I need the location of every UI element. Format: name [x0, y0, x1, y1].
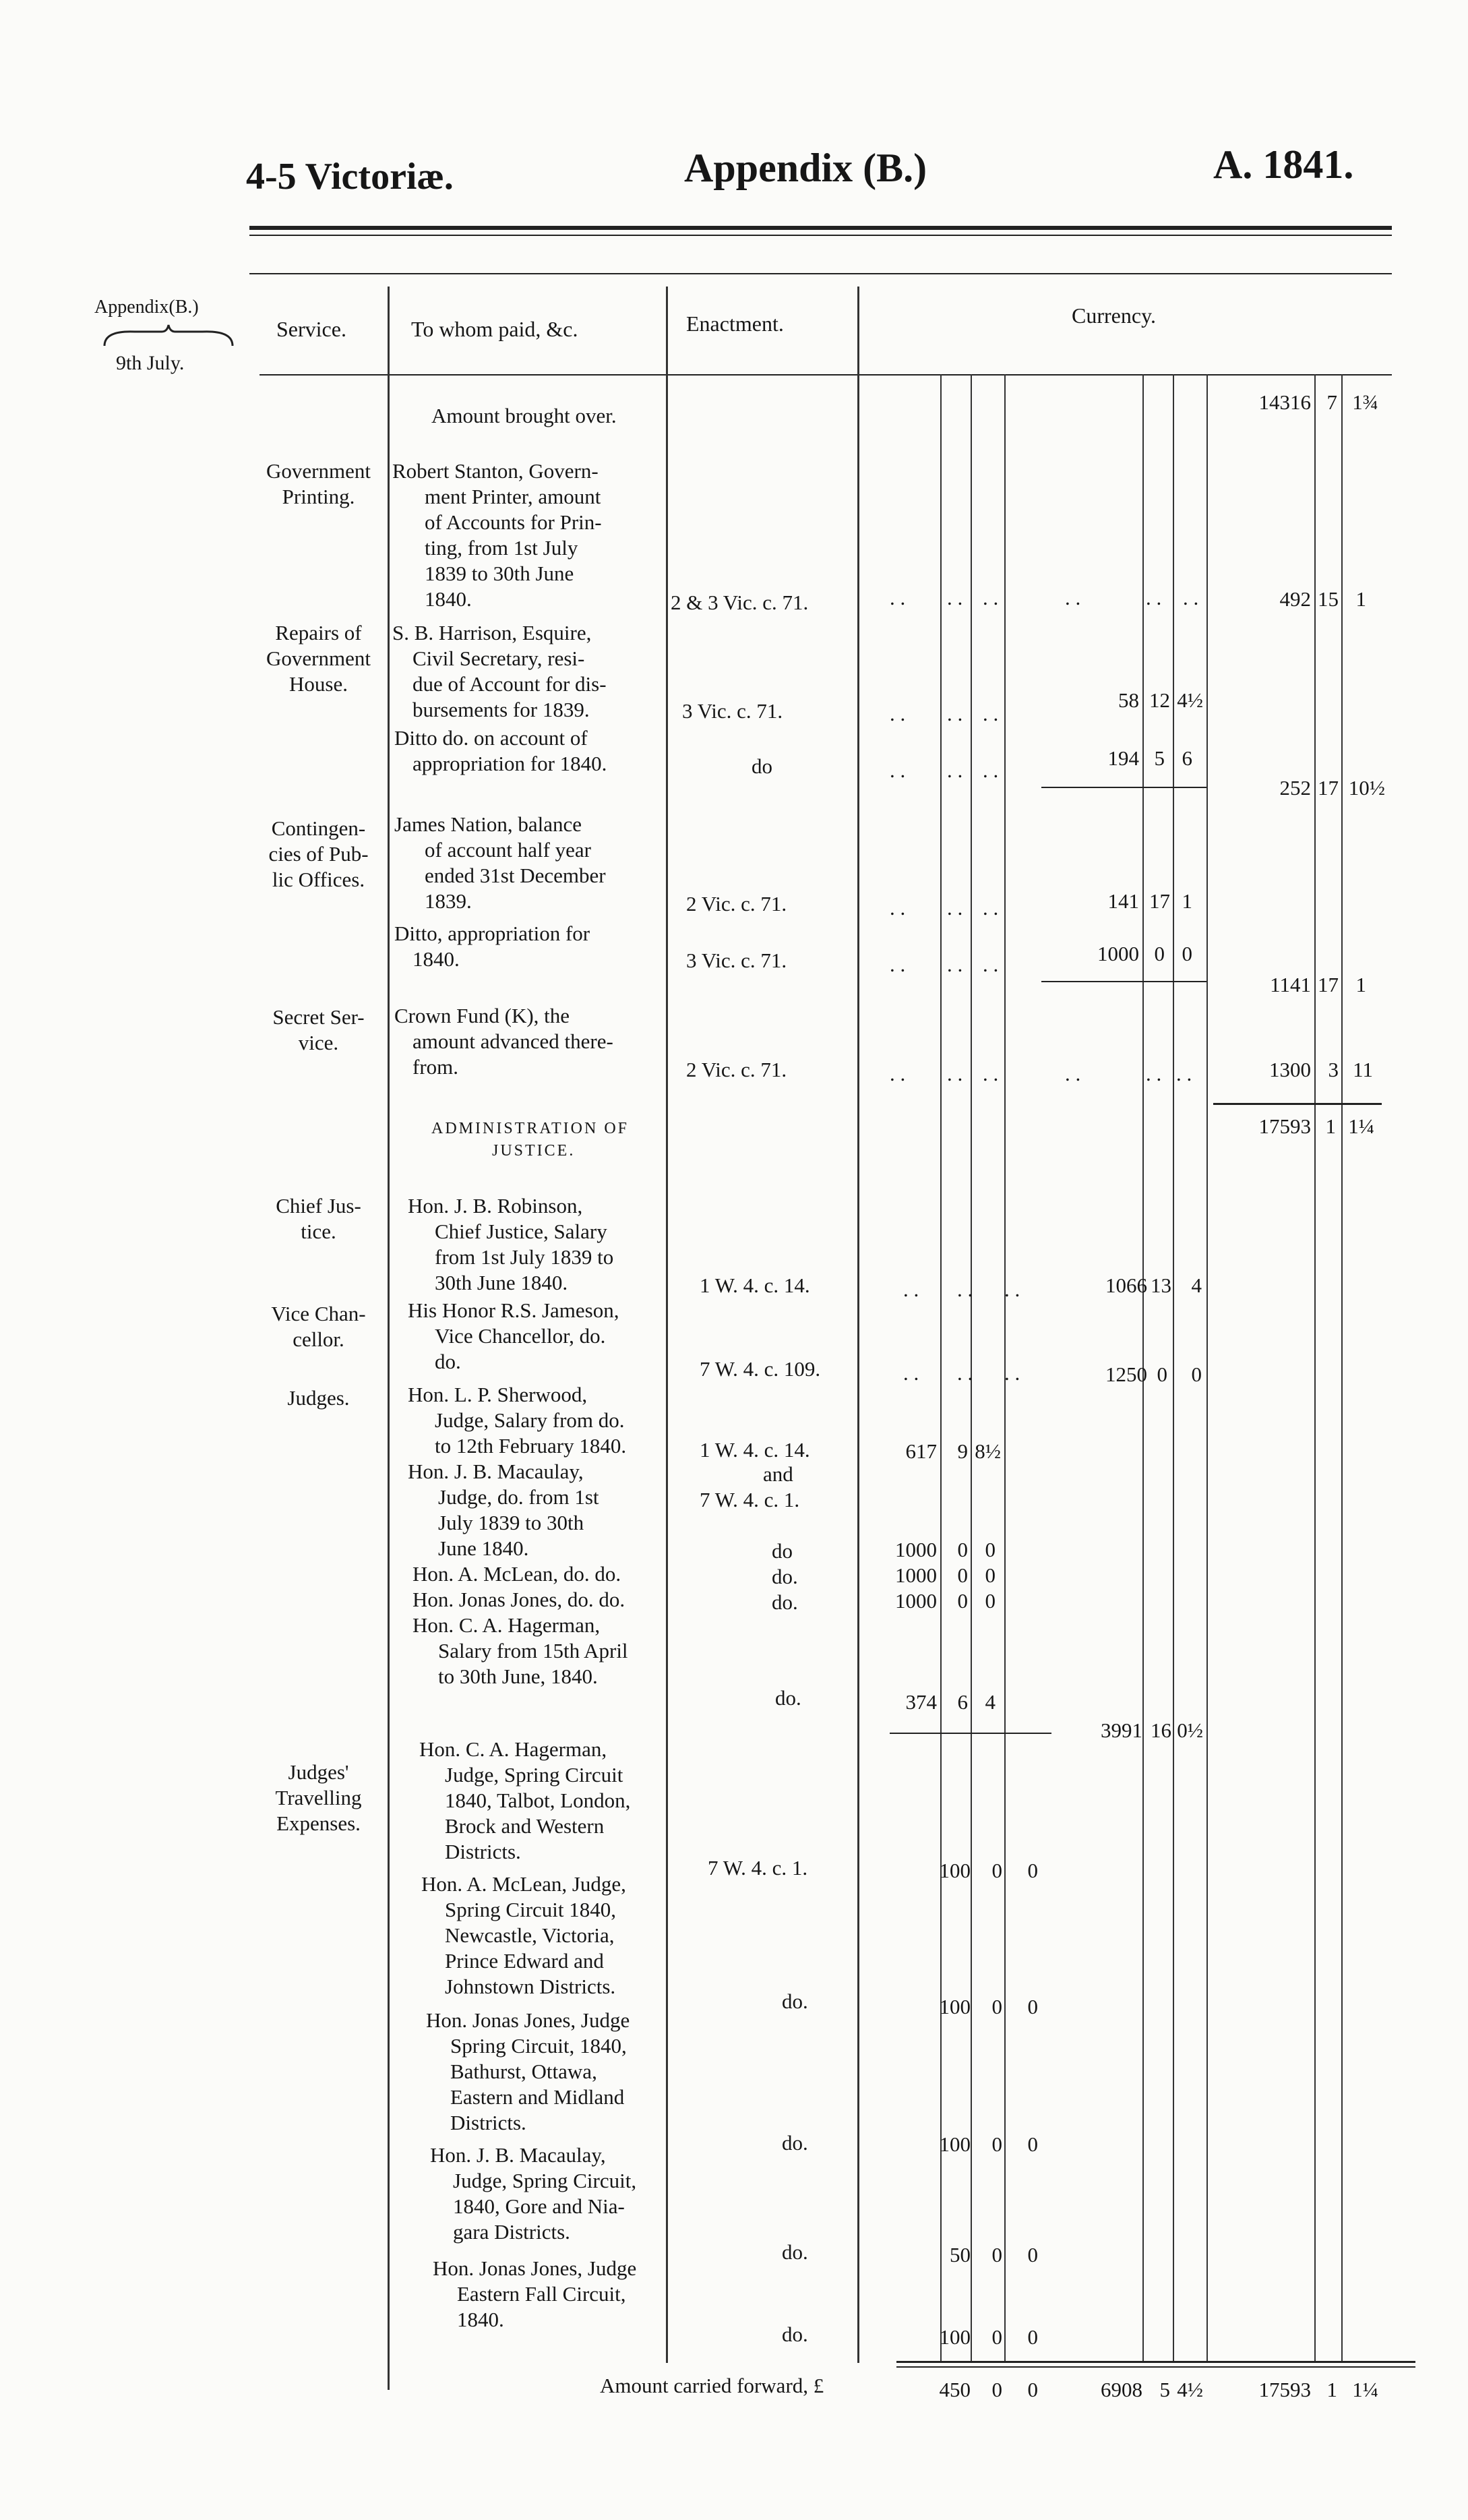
secret-pounds: 1300	[1269, 1058, 1311, 1081]
trav-5-pounds: 100	[939, 2325, 971, 2349]
paid-mclean: Hon. A. McLean, do. do.	[412, 1562, 621, 1586]
service-contingencies-3: lic Offices.	[272, 868, 365, 891]
paid-secret-1: Crown Fund (K), the	[394, 1004, 570, 1027]
mclean-shillings: 0	[957, 1563, 968, 1587]
judges-total-pence: 0½	[1177, 1718, 1203, 1742]
enact-trav-4: do.	[782, 2240, 808, 2264]
gov-printing-pence: 1	[1355, 587, 1366, 611]
chief-justice-shillings: 13	[1151, 1273, 1171, 1297]
col-header-paid: To whom paid, &c.	[411, 317, 578, 341]
carried-forward-rule-top-2	[896, 2366, 1415, 2368]
paid-vice-chancellor-2: Vice Chancellor, do.	[435, 1324, 606, 1348]
secret-shillings: 3	[1328, 1058, 1339, 1081]
subtotal-pence: 1¼	[1348, 1114, 1374, 1138]
judges-total-shillings: 16	[1151, 1718, 1171, 1742]
paid-contingencies-b-2: 1840.	[412, 947, 460, 971]
paid-chief-justice-1: Hon. J. B. Robinson,	[408, 1194, 583, 1218]
macaulay-pence: 0	[985, 1538, 996, 1561]
dots-chief-justice-3: . .	[1004, 1278, 1020, 1301]
gov-house-sum-rule	[1041, 787, 1206, 788]
contingencies-b-pounds: 1000	[1097, 942, 1139, 965]
carried-forward-rule-top	[896, 2361, 1415, 2363]
paid-trav-1-2: Judge, Spring Circuit	[445, 1763, 623, 1787]
paid-trav-4-1: Hon. J. B. Macaulay,	[430, 2143, 606, 2167]
paid-gov-house-a-4: bursements for 1839.	[412, 698, 590, 721]
paid-contingencies-a-4: 1839.	[425, 889, 472, 913]
paid-trav-3-4: Eastern and Midland	[450, 2085, 625, 2109]
cf-col3-pence: 1¼	[1352, 2378, 1378, 2401]
dots-gov-printing-6: . .	[1183, 586, 1199, 609]
paid-chief-justice-4: 30th June 1840.	[435, 1271, 568, 1294]
enact-gov-printing: 2 & 3 Vic. c. 71.	[671, 591, 809, 614]
dots-gov-house-b-1: . .	[890, 758, 906, 782]
paid-contingencies-b-1: Ditto, appropriation for	[394, 922, 590, 945]
header-rule-thick	[249, 226, 1392, 230]
paid-trav-5-3: 1840.	[457, 2308, 504, 2331]
service-chief-justice-1: Chief Jus-	[276, 1194, 361, 1218]
col-header-service: Service.	[276, 317, 346, 341]
gov-house-total-pence: 10½	[1348, 776, 1385, 800]
enact-macaulay: do	[772, 1539, 793, 1563]
rule-c3-shillings	[1341, 374, 1343, 2363]
paid-trav-5-2: Eastern Fall Circuit,	[457, 2282, 626, 2306]
dots-gov-printing-4: . .	[1065, 586, 1081, 609]
gov-printing-shillings: 15	[1318, 587, 1339, 611]
paid-jones: Hon. Jonas Jones, do. do.	[412, 1588, 625, 1611]
service-vice-chancellor-1: Vice Chan-	[271, 1302, 366, 1325]
dots-secret-6: . .	[1176, 1062, 1192, 1085]
service-travelling-1: Judges'	[288, 1760, 349, 1784]
secret-pence: 11	[1353, 1058, 1373, 1081]
enact-jones: do.	[772, 1590, 798, 1614]
service-secret-1: Secret Ser-	[272, 1005, 365, 1029]
enact-hagerman: do.	[775, 1686, 801, 1710]
cf-col1-pounds: 450	[939, 2378, 971, 2401]
dots-chief-justice-1: . .	[903, 1278, 919, 1301]
service-gov-printing-2: Printing.	[282, 485, 355, 508]
enact-secret: 2 Vic. c. 71.	[686, 1058, 787, 1081]
paid-vice-chancellor-1: His Honor R.S. Jameson,	[408, 1298, 619, 1322]
judges-total-pounds: 3991	[1101, 1718, 1142, 1742]
rule-service-paid	[388, 287, 390, 2390]
vice-chancellor-pounds: 1250	[1105, 1362, 1147, 1386]
enact-sherwood-3: 7 W. 4. c. 1.	[700, 1488, 800, 1511]
service-gov-printing-1: Government	[266, 459, 371, 483]
paid-trav-3-2: Spring Circuit, 1840,	[450, 2034, 627, 2058]
brought-over-label: Amount brought over.	[431, 404, 617, 427]
header-appendix: Appendix (B.)	[684, 146, 927, 190]
margin-brace	[101, 322, 236, 349]
enact-trav-1: 7 W. 4. c. 1.	[708, 1856, 808, 1880]
judges-sum-rule	[890, 1733, 1051, 1734]
dots-contingencies-b-2: . .	[947, 953, 963, 976]
trav-3-shillings: 0	[991, 2132, 1002, 2156]
paid-trav-4-2: Judge, Spring Circuit,	[453, 2169, 637, 2192]
enact-trav-5: do.	[782, 2322, 808, 2346]
paid-secret-3: from.	[412, 1055, 459, 1079]
paid-secret-2: amount advanced there-	[412, 1029, 613, 1053]
paid-trav-5-1: Hon. Jonas Jones, Judge	[433, 2256, 637, 2280]
header-rule-thin	[249, 235, 1392, 236]
gov-house-total-shillings: 17	[1318, 776, 1339, 800]
trav-1-shillings: 0	[991, 1859, 1002, 1882]
enact-trav-3: do.	[782, 2131, 808, 2155]
jones-pounds: 1000	[895, 1589, 937, 1613]
dots-gov-printing-1: . .	[890, 586, 906, 609]
paid-hagerman-3: to 30th June, 1840.	[438, 1664, 598, 1688]
subtotal-rule	[1213, 1103, 1382, 1105]
trav-4-pounds: 50	[950, 2243, 971, 2267]
paid-trav-3-3: Bathurst, Ottawa,	[450, 2060, 597, 2083]
paid-hagerman-1: Hon. C. A. Hagerman,	[412, 1613, 601, 1637]
enact-vice-chancellor: 7 W. 4. c. 109.	[700, 1357, 821, 1381]
dots-contingencies-a-1: . .	[890, 896, 906, 920]
paid-gov-printing-6: 1840.	[425, 587, 472, 611]
paid-trav-1-4: Brock and Western	[445, 1814, 605, 1838]
contingencies-total-shillings: 17	[1318, 973, 1339, 996]
subtotal-shillings: 1	[1325, 1114, 1336, 1138]
sherwood-pounds: 617	[905, 1439, 937, 1463]
paid-sherwood-1: Hon. L. P. Sherwood,	[408, 1383, 588, 1406]
paid-trav-4-4: gara Districts.	[453, 2220, 570, 2244]
paid-gov-house-b-2: appropriation for 1840.	[412, 752, 607, 775]
paid-macaulay-1: Hon. J. B. Macaulay,	[408, 1460, 584, 1483]
service-secret-2: vice.	[298, 1031, 339, 1054]
hagerman-shillings: 6	[957, 1690, 968, 1714]
subtotal-pounds: 17593	[1258, 1114, 1311, 1138]
header-volume: 4-5 Victoriæ.	[246, 156, 454, 198]
dots-contingencies-b-3: . .	[983, 953, 999, 976]
trav-2-shillings: 0	[991, 1995, 1002, 2018]
gov-house-a-pounds: 58	[1118, 688, 1139, 712]
enact-gov-house-b: do	[752, 754, 772, 778]
col-header-currency: Currency.	[1072, 303, 1156, 328]
sherwood-shillings: 9	[957, 1439, 968, 1463]
contingencies-total-pence: 1	[1355, 973, 1366, 996]
dots-gov-house-a-3: . .	[983, 702, 999, 725]
contingencies-b-pence: 0	[1182, 942, 1192, 965]
contingencies-a-pence: 1	[1182, 889, 1192, 913]
gov-house-a-pence: 4½	[1177, 688, 1203, 712]
cf-col2-pounds: 6908	[1101, 2378, 1142, 2401]
service-gov-house-2: Government	[266, 647, 371, 670]
chief-justice-pence: 4	[1191, 1273, 1202, 1297]
service-vice-chancellor-2: cellor.	[293, 1327, 344, 1351]
jones-pence: 0	[985, 1589, 996, 1613]
enact-chief-justice: 1 W. 4. c. 14.	[700, 1273, 810, 1297]
paid-sherwood-2: Judge, Salary from do.	[435, 1408, 625, 1432]
carried-forward-label: Amount carried forward, £	[600, 2374, 824, 2397]
chief-justice-pounds: 1066	[1105, 1273, 1147, 1297]
paid-chief-justice-3: from 1st July 1839 to	[435, 1245, 614, 1269]
rule-c3-pounds	[1314, 374, 1316, 2363]
service-judges: Judges.	[287, 1386, 350, 1410]
contingencies-a-shillings: 17	[1149, 889, 1170, 913]
dots-chief-justice-2: . .	[957, 1278, 973, 1301]
enact-gov-house-a: 3 Vic. c. 71.	[682, 699, 783, 723]
paid-trav-2-1: Hon. A. McLean, Judge,	[421, 1872, 626, 1896]
trav-4-pence: 0	[1027, 2243, 1038, 2267]
paid-macaulay-3: July 1839 to 30th	[438, 1511, 584, 1534]
macaulay-pounds: 1000	[895, 1538, 937, 1561]
service-contingencies-2: cies of Pub-	[268, 842, 369, 866]
paid-trav-1-5: Districts.	[445, 1840, 521, 1863]
paid-contingencies-a-3: ended 31st December	[425, 864, 606, 887]
paid-contingencies-a-1: James Nation, balance	[394, 812, 582, 836]
paid-gov-printing-4: ting, from 1st July	[425, 536, 578, 560]
dots-gov-printing-3: . .	[983, 586, 999, 609]
contingencies-total-pounds: 1141	[1270, 973, 1311, 996]
service-gov-house-1: Repairs of	[275, 621, 362, 644]
col-header-rule	[259, 374, 1392, 376]
dots-secret-4: . .	[1065, 1062, 1081, 1085]
paid-trav-1-1: Hon. C. A. Hagerman,	[419, 1737, 607, 1761]
rule-c2-end	[1206, 374, 1208, 2363]
paid-trav-2-2: Spring Circuit 1840,	[445, 1898, 617, 1921]
hagerman-pounds: 374	[905, 1690, 937, 1714]
paid-gov-printing-1: Robert Stanton, Govern-	[392, 459, 599, 483]
paid-trav-3-1: Hon. Jonas Jones, Judge	[426, 2008, 630, 2032]
cf-col3-pounds: 17593	[1258, 2378, 1311, 2401]
paid-trav-1-3: 1840, Talbot, London,	[445, 1789, 631, 1812]
service-chief-justice-2: tice.	[301, 1220, 336, 1243]
service-travelling-3: Expenses.	[276, 1811, 361, 1835]
vice-chancellor-shillings: 0	[1157, 1362, 1167, 1386]
gov-house-a-shillings: 12	[1149, 688, 1170, 712]
dots-gov-printing-2: . .	[947, 586, 963, 609]
trav-2-pence: 0	[1027, 1995, 1038, 2018]
macaulay-shillings: 0	[957, 1538, 968, 1561]
dots-gov-house-b-3: . .	[983, 758, 999, 782]
cf-col2-pence: 4½	[1177, 2378, 1203, 2401]
dots-vice-chancellor-3: . .	[1004, 1361, 1020, 1385]
dots-gov-printing-5: . .	[1146, 586, 1162, 609]
rule-enactment-currency	[857, 287, 859, 2363]
paid-gov-house-b-1: Ditto do. on account of	[394, 726, 588, 750]
dots-gov-house-b-2: . .	[947, 758, 963, 782]
rule-c2-shillings	[1173, 374, 1174, 2363]
service-contingencies-1: Contingen-	[271, 816, 366, 840]
rule-c1-pounds	[940, 374, 942, 2363]
trav-3-pence: 0	[1027, 2132, 1038, 2156]
paid-gov-printing-2: ment Printer, amount	[425, 485, 601, 508]
enact-trav-2: do.	[782, 1989, 808, 2013]
dots-secret-5: . .	[1146, 1062, 1162, 1085]
contingencies-a-pounds: 141	[1107, 889, 1139, 913]
trav-1-pence: 0	[1027, 1859, 1038, 1882]
margin-date: 9th July.	[116, 352, 185, 374]
enact-sherwood-2: and	[763, 1462, 793, 1486]
dots-vice-chancellor-2: . .	[957, 1361, 973, 1385]
trav-4-shillings: 0	[991, 2243, 1002, 2267]
sherwood-pence: 8½	[975, 1439, 1001, 1463]
gov-house-b-pence: 6	[1182, 746, 1192, 770]
cf-col1-shillings: 0	[991, 2378, 1002, 2401]
trav-2-pounds: 100	[939, 1995, 971, 2018]
paid-hagerman-2: Salary from 15th April	[438, 1639, 628, 1662]
paid-trav-2-4: Prince Edward and	[445, 1949, 604, 1973]
contingencies-b-shillings: 0	[1154, 942, 1165, 965]
paid-vice-chancellor-3: do.	[435, 1350, 461, 1373]
trav-5-pence: 0	[1027, 2325, 1038, 2349]
dots-secret-3: . .	[983, 1062, 999, 1085]
rule-paid-enactment	[666, 287, 668, 2363]
enact-sherwood-1: 1 W. 4. c. 14.	[700, 1438, 810, 1462]
dots-vice-chancellor-1: . .	[903, 1361, 919, 1385]
paid-gov-printing-3: of Accounts for Prin-	[425, 510, 602, 534]
paid-trav-2-5: Johnstown Districts.	[445, 1975, 616, 1998]
enact-mclean: do.	[772, 1565, 798, 1588]
mclean-pounds: 1000	[895, 1563, 937, 1587]
service-gov-house-3: House.	[289, 672, 348, 696]
paid-gov-printing-5: 1839 to 30th June	[425, 562, 574, 585]
hagerman-pence: 4	[985, 1690, 996, 1714]
paid-gov-house-a-3: due of Account for dis-	[412, 672, 607, 696]
cf-col3-shillings: 1	[1326, 2378, 1337, 2401]
paid-macaulay-4: June 1840.	[438, 1536, 529, 1560]
paid-contingencies-a-2: of account half year	[425, 838, 592, 862]
brought-over-pence: 1¾	[1352, 390, 1378, 414]
dots-gov-house-a-2: . .	[947, 702, 963, 725]
dots-contingencies-a-2: . .	[947, 896, 963, 920]
header-rule-second	[249, 273, 1392, 274]
paid-trav-4-3: 1840, Gore and Nia-	[453, 2194, 625, 2218]
brought-over-shillings: 7	[1326, 390, 1337, 414]
paid-trav-2-3: Newcastle, Victoria,	[445, 1923, 615, 1947]
trav-1-pounds: 100	[939, 1859, 971, 1882]
dots-secret-2: . .	[947, 1062, 963, 1085]
header-year: A. 1841.	[1213, 142, 1354, 187]
cf-col1-pence: 0	[1027, 2378, 1038, 2401]
paid-gov-house-a-1: S. B. Harrison, Esquire,	[392, 621, 592, 644]
gov-printing-pounds: 492	[1279, 587, 1311, 611]
enact-contingencies-b: 3 Vic. c. 71.	[686, 949, 787, 972]
col-header-enactment: Enactment.	[686, 311, 784, 336]
trav-3-pounds: 100	[939, 2132, 971, 2156]
brought-over-pounds: 14316	[1258, 390, 1311, 414]
contingencies-sum-rule	[1041, 981, 1206, 982]
paid-chief-justice-2: Chief Justice, Salary	[435, 1220, 607, 1243]
service-travelling-2: Travelling	[275, 1786, 362, 1809]
trav-5-shillings: 0	[991, 2325, 1002, 2349]
gov-house-total-pounds: 252	[1279, 776, 1311, 800]
dots-gov-house-a-1: . .	[890, 702, 906, 725]
dots-contingencies-a-3: . .	[983, 896, 999, 920]
admin-heading-2: JUSTICE.	[492, 1142, 576, 1160]
cf-col2-shillings: 5	[1159, 2378, 1170, 2401]
margin-appendix-ref: Appendix(B.)	[94, 297, 199, 318]
admin-heading-1: ADMINISTRATION OF	[431, 1120, 630, 1137]
dots-secret-1: . .	[890, 1062, 906, 1085]
dots-contingencies-b-1: . .	[890, 953, 906, 976]
gov-house-b-pounds: 194	[1107, 746, 1139, 770]
enact-contingencies-a: 2 Vic. c. 71.	[686, 892, 787, 916]
paid-trav-3-5: Districts.	[450, 2111, 526, 2134]
paid-gov-house-a-2: Civil Secretary, resi-	[412, 647, 585, 670]
paid-macaulay-2: Judge, do. from 1st	[438, 1485, 599, 1509]
paid-sherwood-3: to 12th February 1840.	[435, 1434, 627, 1458]
jones-shillings: 0	[957, 1589, 968, 1613]
gov-house-b-shillings: 5	[1154, 746, 1165, 770]
mclean-pence: 0	[985, 1563, 996, 1587]
vice-chancellor-pence: 0	[1191, 1362, 1202, 1386]
